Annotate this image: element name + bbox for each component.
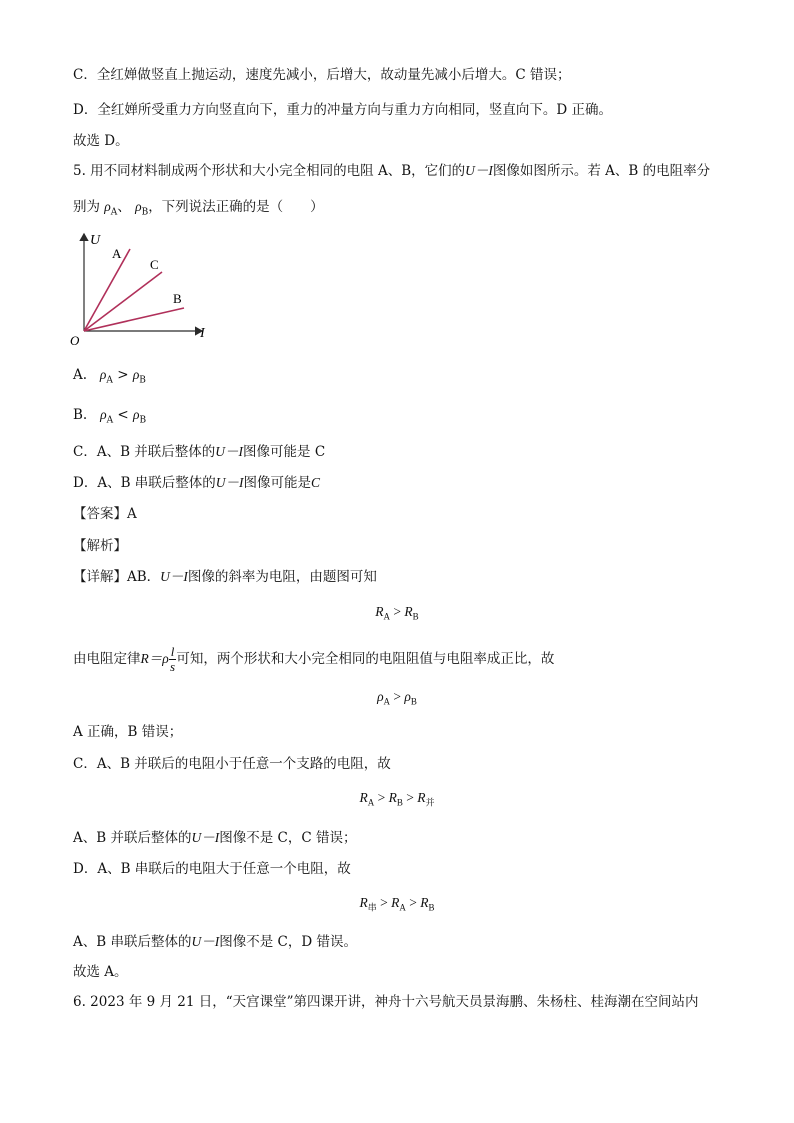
text-line-choose-d: 故选 D。: [73, 133, 129, 149]
series-conclusion-line: A、B 串联后整体的U－I图像不是 C，D 错误。: [73, 934, 357, 950]
equation-ra-gt-rb: $R_A > R_B$: [375, 604, 419, 622]
option-b: B. $\rho_A < \rho_B$: [73, 407, 147, 426]
origin-label: O: [70, 333, 80, 348]
choose-a-line: 故选 A。: [73, 964, 128, 980]
equation-rhoa-gt-rhob: $\rho_A > \rho_B$: [377, 689, 417, 707]
equation-series: $R_串 > R_A > R_B$: [359, 895, 435, 913]
u-axis-label: U: [90, 233, 101, 248]
line-a-label: A: [112, 246, 122, 261]
fraction-l-over-s: $\frac{l}{s}$: [170, 644, 176, 674]
equation-parallel: $R_A > R_B > R_并$: [359, 790, 435, 808]
question-5-stem: 5. 用不同材料制成两个形状和大小完全相同的电阻 A、B，它们的U－I图像如图所示。若 A、B 的电阻率分: [73, 163, 711, 179]
question-5-stem-cont: 别为 $\rho_A$、 $\rho_B$，下列说法正确的是（ ）: [73, 199, 324, 218]
answer-label: 【答案】A: [73, 506, 137, 522]
parallel-reason-line: C．A、B 并联后的电阻小于任意一个支路的电阻，故: [73, 756, 391, 772]
series-reason-line: D．A、B 串联后的电阻大于任意一个电阻，故: [73, 861, 351, 877]
text-line-c-momentum: C．全红婵做竖直上抛运动，速度先减小，后增大，故动量先减小后增大。C 错误；: [73, 67, 571, 83]
analysis-label: 【解析】: [73, 538, 127, 554]
option-c: C．A、B 并联后整体的U－I图像可能是 C: [73, 444, 326, 460]
line-a: [84, 249, 130, 331]
text-line-d-impulse: D．全红婵所受重力方向竖直向下，重力的冲量方向与重力方向相同，竖直向下。D 正确。: [73, 102, 612, 118]
question-6-stem: 6. 2023 年 9 月 21 日，“天宫课堂”第四课开讲，神舟十六号航天员景海鹏、朱杨柱、桂海潮在空间站内: [73, 994, 699, 1010]
option-a: A. $\rho_A > \rho_B$: [73, 367, 146, 386]
resistance-law-line: 由电阻定律R＝ρ $\frac{l}{s}$ 可知，两个形状和大小完全相同的电阻阻值与电阻率成正比，故: [73, 644, 555, 674]
line-b-label: B: [173, 291, 182, 306]
line-c-label: C: [150, 257, 159, 272]
a-correct-line: A 正确，B 错误；: [73, 724, 183, 740]
detail-ab: 【详解】AB．U－I图像的斜率为电阻，由题图可知: [73, 569, 377, 585]
parallel-conclusion-line: A、B 并联后整体的U－I图像不是 C，C 错误；: [73, 830, 357, 846]
option-d: D．A、B 串联后整体的U－I图像可能是C: [73, 475, 321, 491]
u-i-graph: [66, 228, 216, 348]
i-axis-label: I: [200, 326, 205, 341]
